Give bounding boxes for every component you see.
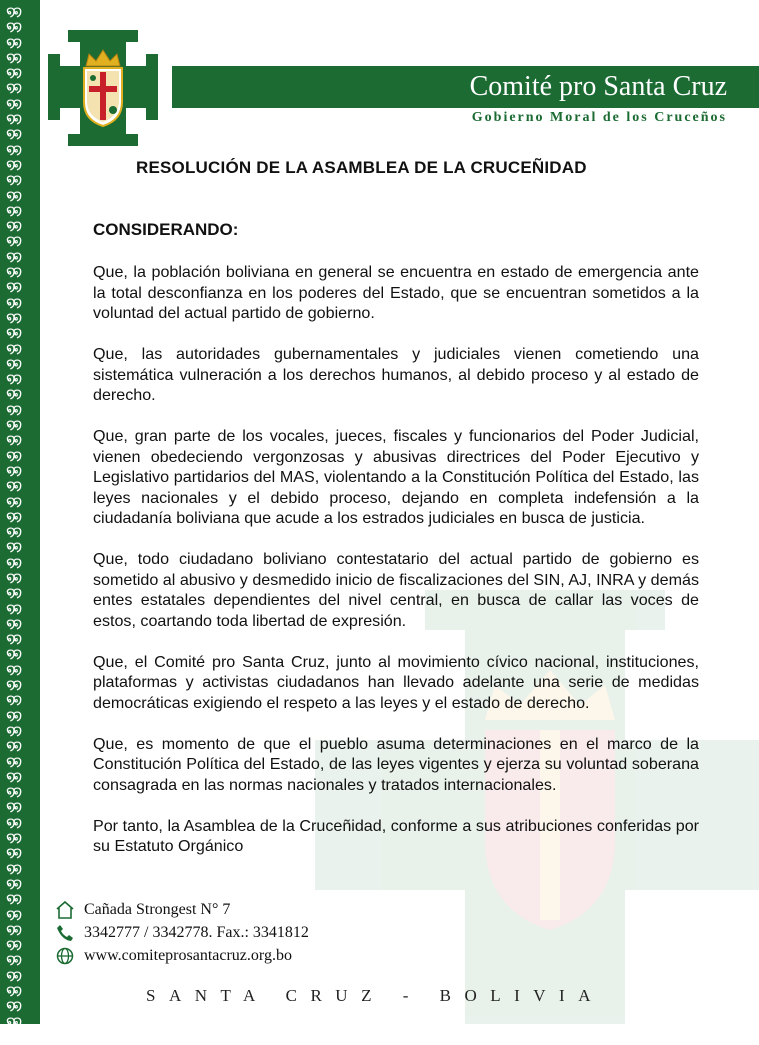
body-paragraphs [93, 262, 699, 877]
spiral-pattern: ໑໑ ໑໑ ໑໑ ໑໑ ໑໑ ໑໑ ໑໑ ໑໑ ໑໑ ໑໑ ໑໑ ໑໑ ໑໑ ໑໑ ໑໑ ໑໑ ໑໑ ໑໑ ໑໑ ໑໑ ໑໑ ໑໑ ໑໑ ໑໑ ໑໑ ໑໑ ໑໑ ໑໑ ໑໑ ໑໑ ໑໑ ໑໑ ໑໑ ໑໑ ໑໑ ໑໑ ໑໑ ໑໑ ໑໑ ໑໑ ໑໑ ໑໑ ໑໑ ໑໑ ໑໑ ໑໑ ໑໑ ໑໑ ໑໑ ໑໑ ໑໑ ໑໑ ໑໑ ໑໑ ໑໑ ໑໑ ໑໑ ໑໑ ໑໑ ໑໑ ໑໑ ໑໑ ໑໑ ໑໑ ໑໑ ໑໑ ໑໑ ໑໑ [6, 2, 20, 1045]
decorative-border [0, 0, 40, 1045]
home-icon [54, 900, 76, 920]
phone-text: 3342777 / 3342778. Fax.: 3341812 [84, 923, 309, 941]
paragraph: Por tanto, la Asamblea de la Cruceñidad, conforme a sus atribuciones conferidas por su Estatuto Orgánico [93, 816, 699, 855]
paragraph: Que, las autoridades gubernamentales y judiciales vienen cometiendo una sistemática vulneración a los derechos humanos, al debido proceso y al estado de derecho. [93, 345, 699, 404]
section-heading: CONSIDERANDO: [93, 220, 239, 239]
website-row [54, 944, 309, 967]
phone-row [54, 921, 309, 944]
contact-info [54, 898, 309, 967]
paragraph: Que, es momento de que el pueblo asuma determinaciones en el marco de la Constitución Política del Estado, de las leyes vigentes y ejerza su voluntad soberana consagrada en las normas nacionales y tratados internacionales. [93, 734, 699, 794]
paragraph: Que, gran parte de los vocales, jueces, fiscales y funcionarios del Poder Judicial, vienen obedeciendo vergonzosas y abusivas directrices del Poder Ejecutivo y Legislativo partidarios del MAS, violentando a la Constitución Política del Estado, las leyes nacionales y el debido proceso, dejando en completa indefensión a la ciudadanía boliviana que acude a los estrados judiciales en busca de justicia. [93, 427, 699, 527]
crest-logo [46, 28, 160, 148]
address-text: Cañada Strongest N° 7 [84, 900, 231, 918]
website-link[interactable]: www.comiteprosantacruz.org.bo [84, 946, 292, 964]
address-row [54, 898, 309, 921]
phone-icon [54, 923, 76, 943]
paragraph: Que, todo ciudadano boliviano contestatario del actual partido de gobierno es sometido al abusivo y desmedido inicio de fiscalizaciones del SIN, AJ, INRA y demás entes estatales dependientes del nivel central, en busca de callar las voces de estos, coartando toda libertad de expresión. [93, 550, 699, 630]
paragraph: Que, el Comité pro Santa Cruz, junto al movimiento cívico nacional, instituciones, plataformas y activistas ciudadanos han llevado adelante una serie de medidas democráticas exigiendo el respeto a las leyes y el estado de derecho. [93, 652, 699, 712]
document-title: RESOLUCIÓN DE LA ASAMBLEA DE LA CRUCEÑIDAD [136, 158, 587, 177]
org-name: Comité pro Santa Cruz [469, 71, 727, 102]
org-tagline: Gobierno Moral de los Cruceños [471, 110, 727, 125]
globe-icon [54, 946, 76, 966]
location-text: SANTA CRUZ - BOLIVIA [146, 986, 604, 1005]
paragraph: Que, la población boliviana en general se encuentra en estado de emergencia ante la total desconfianza en los poderes del Estado, que se encuentran sometidos a la voluntad del actual partido de gobierno. [93, 263, 699, 322]
